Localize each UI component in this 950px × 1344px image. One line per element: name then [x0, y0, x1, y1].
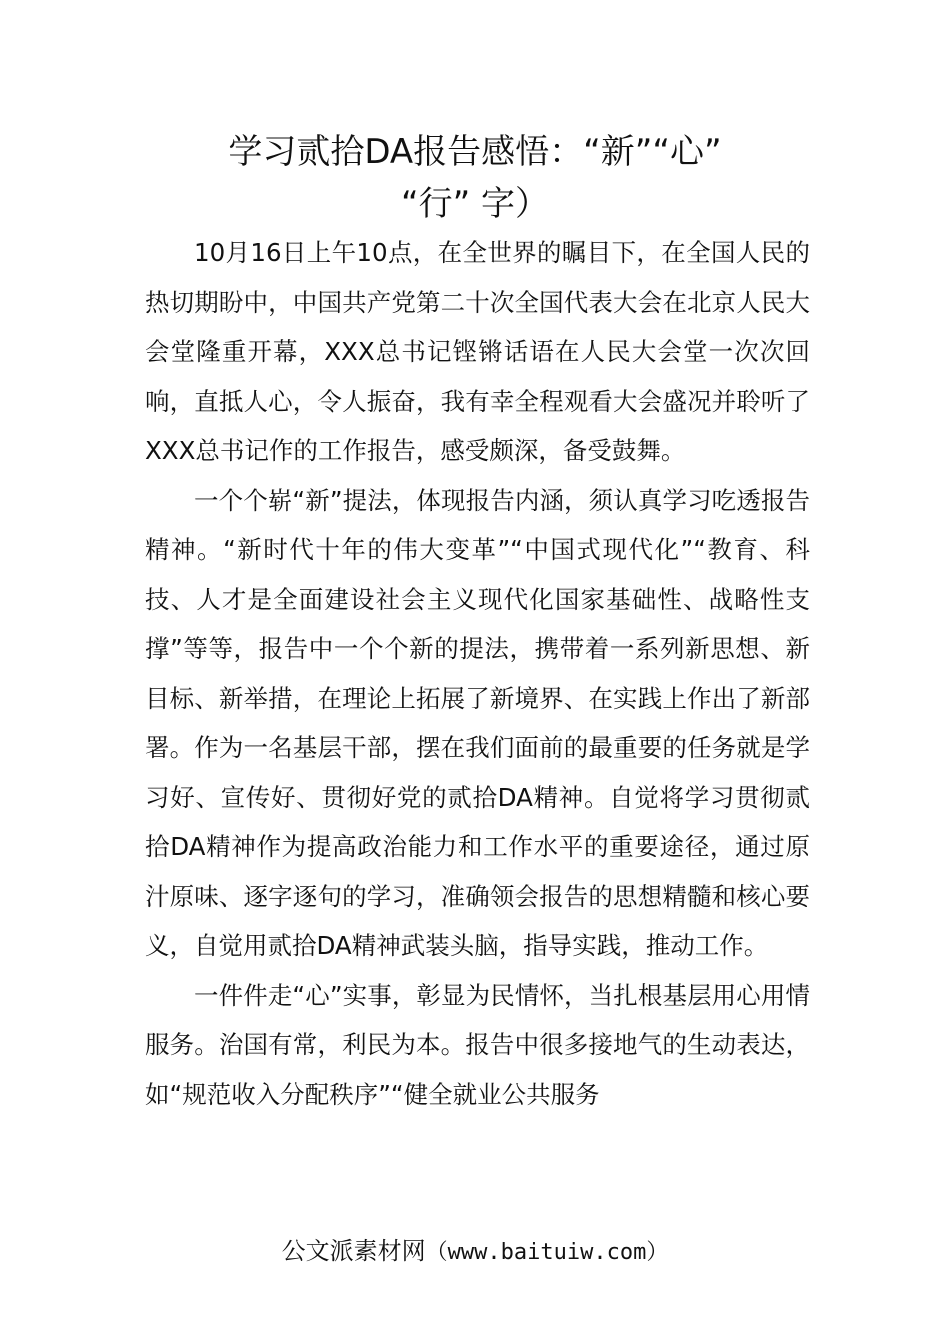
paragraph-2: 一个个崭“新”提法，体现报告内涵，须认真学习吃透报告精神。“新时代十年的伟大变革”“中国式现代化”“教育、科技、人才是全面建设社会主义现代化国家基础性、战略性支撑”等等，报告中一个个新的提法，携带着一系列新思想、新目标、新举措，在理论上拓展了新境界、在实践上作出了新部署。作为一名基层干部，摆在我们面前的最重要的任务就是学习好、宣传好、贯彻好党的贰拾DA精神。自觉将学习贯彻贰拾DA精神作为提高政治能力和工作水平的重要途径，通过原汁原味、逐字逐句的学习，准确领会报告的思想精髓和核心要义，自觉用贰拾DA精神武装头脑，指导实践，推动工作。 [145, 485, 810, 960]
document-body [145, 228, 810, 1119]
footer-url: （www.baituiw.com） [425, 1240, 669, 1265]
paragraph-3: 一件件走“心”实事，彰显为民情怀，当扎根基层用心用情服务。治国有常，利民为本。报告中很多接地气的生动表达，如“规范收入分配秩序”“健全就业公共服务 [145, 980, 810, 1109]
paragraph-1: 10月16日上午10点，在全世界的瞩目下，在全国人民的热切期盼中，中国共产党第二十次全国代表大会在北京人民大会堂隆重开幕，XXX总书记铿锵话语在人民大会堂一次次回响，直抵人心，令人振奋，我有幸全程观看大会盛况并聆听了XXX总书记作的工作报告，感受颇深，备受鼓舞。 [145, 238, 810, 465]
footer-site-name: 公文派素材网 [281, 1237, 426, 1265]
document-title-line-2: “行” 字） [400, 184, 550, 224]
document-title-line-1: 学习贰拾DA报告感悟：“新”“心” [228, 132, 722, 172]
page-footer [0, 1233, 950, 1271]
